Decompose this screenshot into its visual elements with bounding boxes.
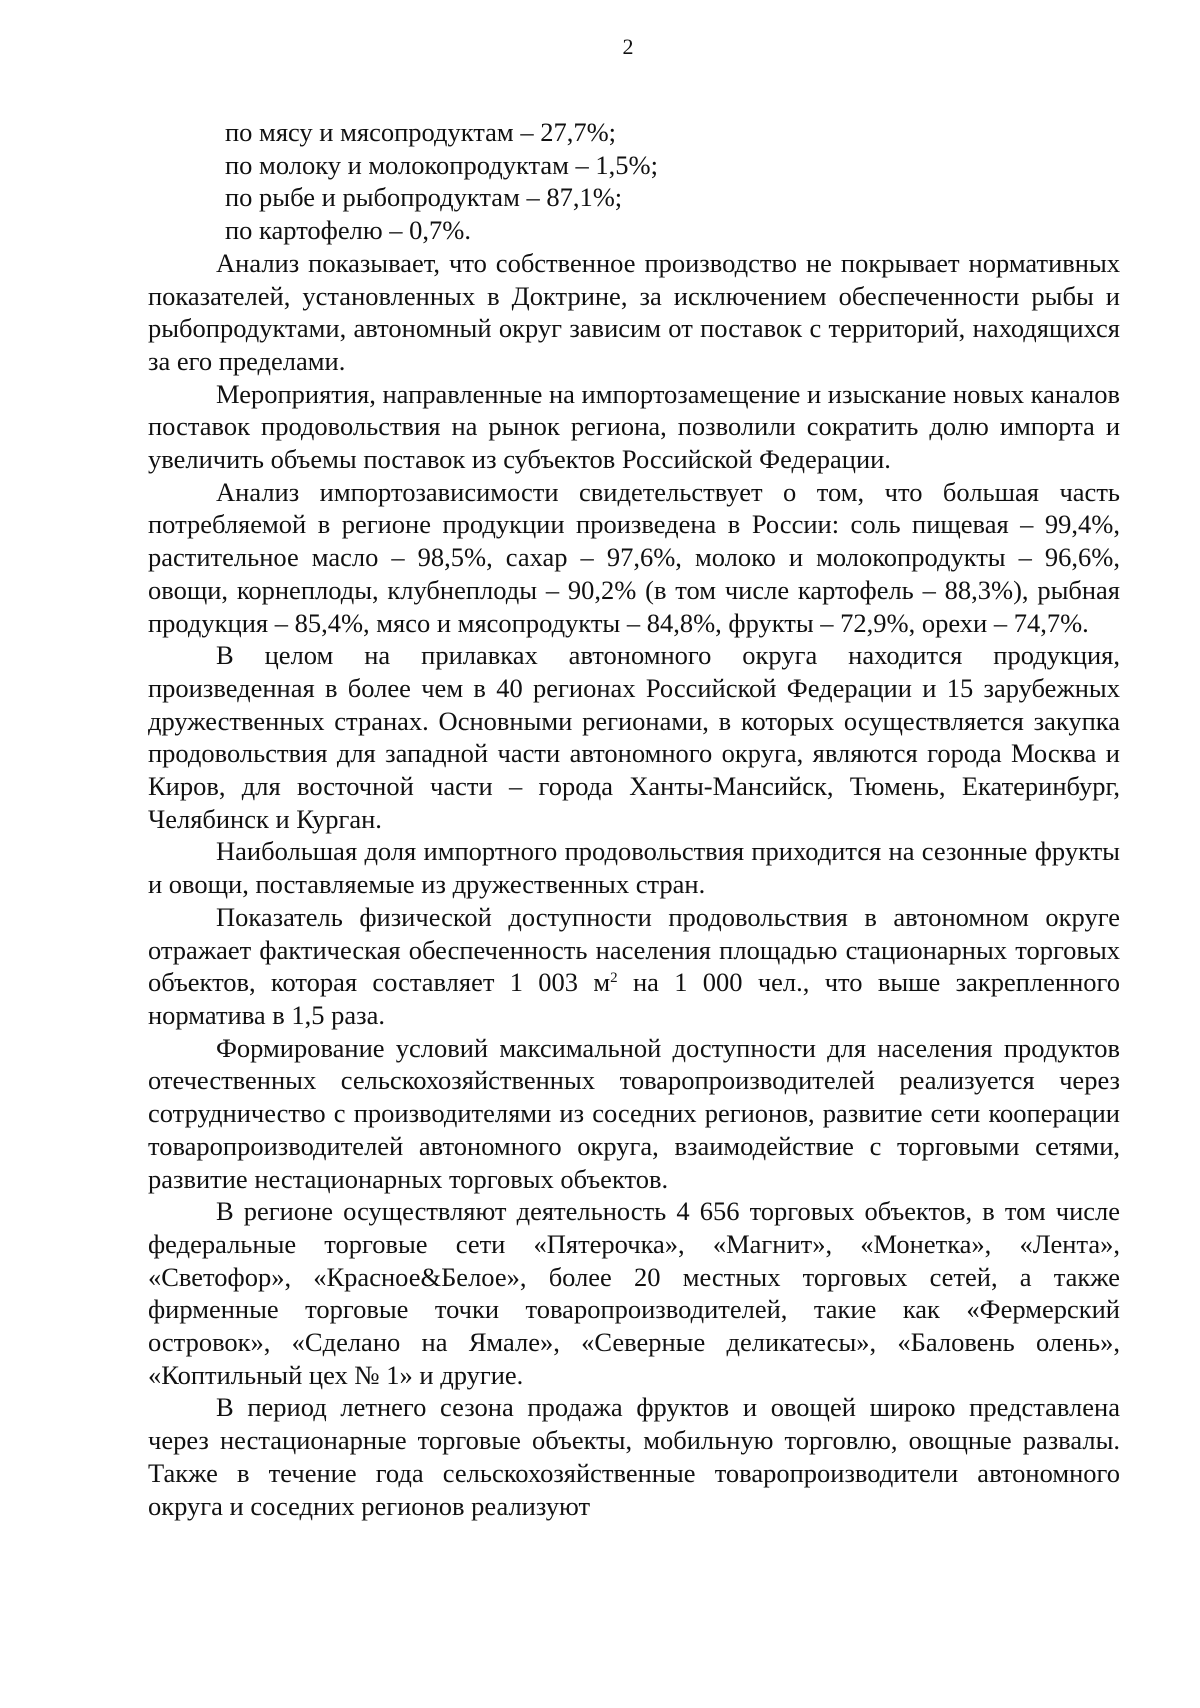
retail-area-text-end: на 1 000 чел., что выше закрепленного норматива в 1,5 раза. <box>148 967 1120 1030</box>
list-item-potato: по картофелю – 0,7%. <box>225 215 471 246</box>
retail-area-text-start: Показатель физической доступности продовольствия в автономном округе отражает фактическая обеспеченность населения площадью стационарных торговых объектов, которая составляет 1 003 м <box>148 901 1120 998</box>
document-body <box>148 116 1120 1522</box>
list-item-milk: по молоку и молокопродуктам – 1,5%; <box>225 149 658 180</box>
paragraph-analysis: Анализ показывает, что собственное производство не покрывает нормативных показателей, установленных в Доктрине, за исключением обеспеченности рыбы и рыбопродуктами, автономный округ зависим от поставок с территорий, находящихся за его пределами. <box>148 247 1120 376</box>
paragraph-import-dependence: Анализ импортозависимости свидетельствует о том, что большая часть потребляемой в регионе продукции произведена в России: соль пищевая – 99,4%, растительное масло – 98,5%, сахар – 97,6%, молоко и молокопродукты – 96,6%, овощи, корнеплоды, клубнеплоды – 90,2% (в том числе картофель – 88,3%), рыбная продукция – 85,4%, мясо и мясопродукты – 84,8%, фрукты – 72,9%, орехи – 74,7%. <box>148 476 1120 638</box>
paragraph-import-substitution: Мероприятия, направленные на импортозамещение и изыскание новых каналов поставок продовольствия на рынок региона, позволили сократить долю импорта и увеличить объемы поставок из субъектов Российской Федерации. <box>148 378 1121 475</box>
paragraph-availability-conditions: Формирование условий максимальной доступности для населения продуктов отечественных сельскохозяйственных товаропроизводителей реализуется через сотрудничество с производителями из соседних регионов, развитие сети кооперации товаропроизводителей автономного округа, взаимодействие с торговыми сетями, развитие нестационарных торговых объектов. <box>148 1032 1120 1194</box>
paragraph-retail-network: В регионе осуществляют деятельность 4 656 торговых объектов, в том числе федеральные торговые сети «Пятерочка», «Магнит», «Монетка», «Лента», «Светофор», «Красное&Белое», более 20 местных торговых сетей, а также фирменные торговые точки товаропроизводителей, такие как «Фермерский островок», «Сделано на Ямале», «Северные деликатесы», «Баловень олень», «Коптильный цех № 1» и другие. <box>148 1196 1120 1390</box>
paragraph-regions: В целом на прилавках автономного округа находится продукция, произведенная в более чем в 40 регионах Российской Федерации и 15 зарубежных дружественных странах. Основными регионами, в которых осуществляется закупка продовольствия для западной части автономного округа, являются города Москва и Киров, для восточной части – города Ханты-Мансийск, Тюмень, Екатеринбург, Челябинск и Курган. <box>148 640 1120 834</box>
list-item-fish: по рыбе и рыбопродуктам – 87,1%; <box>225 182 623 213</box>
square-superscript: 2 <box>610 970 618 987</box>
per-capita-list <box>148 116 1120 247</box>
page-number: 2 <box>622 34 634 59</box>
paragraph-retail-area <box>148 901 1120 1032</box>
paragraph-summer-season: В период летнего сезона продажа фруктов и овощей широко представлена через нестационарные торговые объекты, мобильную торговлю, овощные развалы. Также в течение года сельскохозяйственные товаропроизводители автономного округа и соседних регионов реализуют <box>148 1392 1120 1521</box>
list-item-meat: по мясу и мясопродуктам – 27,7%; <box>225 117 617 147</box>
paragraph-seasonal-imports: Наибольшая доля импортного продовольствия приходится на сезонные фрукты и овощи, поставляемые из дружественных стран. <box>148 836 1120 900</box>
